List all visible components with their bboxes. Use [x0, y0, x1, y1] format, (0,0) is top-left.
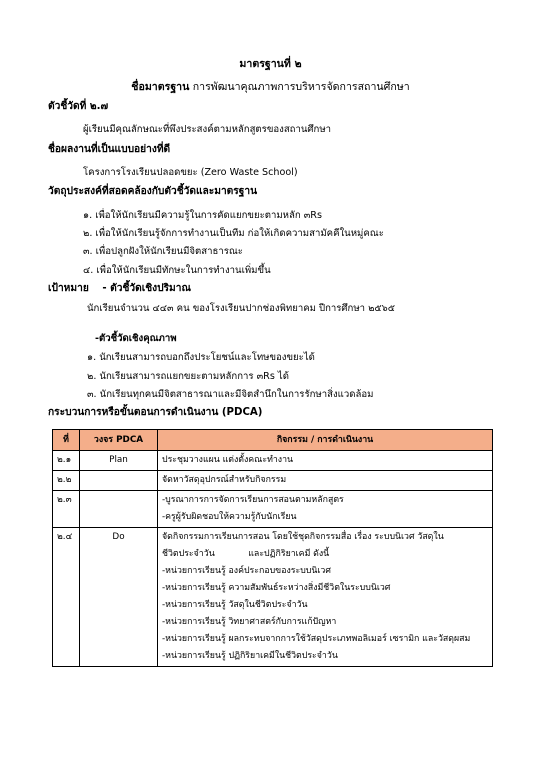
objective-item: ๓. เพื่อปลูกฝังให้นักเรียนมีจิตสาธารณะ [83, 246, 243, 257]
row-cycle [80, 491, 158, 528]
activity-line: -หน่วยการเรียนรู้ วัสดุในชีวิตประจำวัน [162, 600, 308, 610]
column-header-number: ที่ [53, 430, 80, 451]
row-number: ๒.๔ [53, 528, 80, 667]
quantitative-label: - ตัวชี้วัดเชิงปริมาณ [102, 283, 191, 294]
activity-line: -หน่วยการเรียนรู้ ปฏิกิริยาเคมีในชีวิตประจำวัน [162, 651, 338, 661]
row-cycle: Plan [80, 451, 158, 471]
objectives-heading: วัตถุประสงค์ที่สอดคล้องกับตัวชี้วัดและมาตรฐาน [48, 186, 258, 197]
quantitative-text: นักเรียนจำนวน ๔๔๓ คน ของโรงเรียนปากช่องพิทยาคม ปีการศึกษา ๒๕๖๕ [87, 303, 396, 314]
row-number: ๒.๒ [53, 471, 80, 491]
row-cycle [80, 471, 158, 491]
table-row [53, 528, 493, 667]
row-activity: ประชุมวางแผน แต่งตั้งคณะทำงาน [158, 451, 493, 471]
indicator-number: ๒.๗ [89, 101, 109, 112]
objective-item: ๒. เพื่อให้นักเรียนรู้จักการทำงานเป็นทีม ก่อให้เกิดความสามัคคีในหมู่คณะ [83, 228, 384, 239]
target-line [48, 283, 191, 296]
qualitative-item: ๑. นักเรียนสามารถบอกถึงประโยชน์และโทษของขยะได้ [87, 352, 315, 363]
row-activity [158, 491, 493, 528]
qualitative-label: -ตัวชี้วัดเชิงคุณภาพ [95, 333, 177, 344]
activity-line: จัดกิจกรรมการเรียนการสอน โดยใช้ชุดกิจกรรมสื่อ เรื่อง ระบบนิเวศ วัสดุใน [162, 532, 444, 542]
row-cycle: Do [80, 528, 158, 667]
activity-line: -หน่วยการเรียนรู้ องค์ประกอบของระบบนิเวศ [162, 566, 331, 576]
activity-line: -หน่วยการเรียนรู้ ความสัมพันธ์ระหว่างสิ่งมีชีวิตในระบบนิเวศ [162, 583, 391, 593]
qualitative-item: ๓. นักเรียนทุกคนมีจิตสาธารณาและมีจิตสำนึกในการรักษาสิ่งแวดล้อม [87, 389, 374, 400]
column-header-cycle: วงจร PDCA [80, 430, 158, 451]
table-row [53, 451, 493, 471]
table-row [53, 491, 493, 528]
activity-line: -บูรณาการการจัดการเรียนการสอนตามหลักสูตร [162, 495, 344, 505]
objective-item: ๑. เพื่อให้นักเรียนมีความรู้ในการคัดแยกขยะตามหลัก ๓Rs [83, 210, 322, 221]
indicator-line [48, 101, 108, 114]
activity-line: ชีวิตประจำวัน และปฏิกิริยาเคมี ดังนี้ [162, 549, 330, 559]
qualitative-item: ๒. นักเรียนสามารถแยกขยะตามหลักการ ๓Rs ได้ [87, 371, 289, 382]
row-activity [158, 528, 493, 667]
standard-name: การพัฒนาคุณภาพการบริหารจัดการสถานศึกษา [192, 81, 410, 93]
table-header-row [53, 430, 493, 451]
standard-heading: มาตรฐานที่ ๒ [239, 58, 302, 70]
standard-name-line [0, 81, 541, 94]
column-header-activity: กิจกรรม / การดำเนินงาน [158, 430, 493, 451]
process-heading: กระบวนการหรือขั้นตอนการดำเนินงาน (PDCA) [48, 407, 263, 418]
table-row [53, 471, 493, 491]
row-number: ๒.๑ [53, 451, 80, 471]
row-activity: จัดหาวัสดุอุปกรณ์สำหรับกิจกรรม [158, 471, 493, 491]
standard-name-label: ชื่อมาตรฐาน [131, 81, 190, 93]
pdca-table [52, 429, 493, 667]
indicator-text: ผู้เรียนมีคุณลักษณะที่พึงประสงค์ตามหลักสูตรของสถานศึกษา [83, 124, 332, 135]
target-label: เป้าหมาย [48, 283, 89, 294]
objective-item: ๔. เพื่อให้นักเรียนมีทักษะในการทำงานเพิ่มขึ้น [83, 265, 271, 276]
activity-line: -หน่วยการเรียนรู้ วิทยาศาสตร์กับการแก้ปัญหา [162, 617, 337, 627]
activity-line: -ครูผู้รับผิดชอบให้ความรู้กับนักเรียน [162, 512, 297, 522]
best-practice-name: โครงการโรงเรียนปลอดขยะ (Zero Waste School) [83, 167, 298, 178]
best-practice-heading: ชื่อผลงานที่เป็นแบบอย่างที่ดี [48, 144, 171, 155]
indicator-label: ตัวชี้วัดที่ [48, 101, 87, 112]
row-number: ๒.๓ [53, 491, 80, 528]
activity-line: -หน่วยการเรียนรู้ ผลกระทบจากการใช้วัสดุประเภทพอลิเมอร์ เซรามิก และวัสดุผสม [162, 634, 471, 644]
